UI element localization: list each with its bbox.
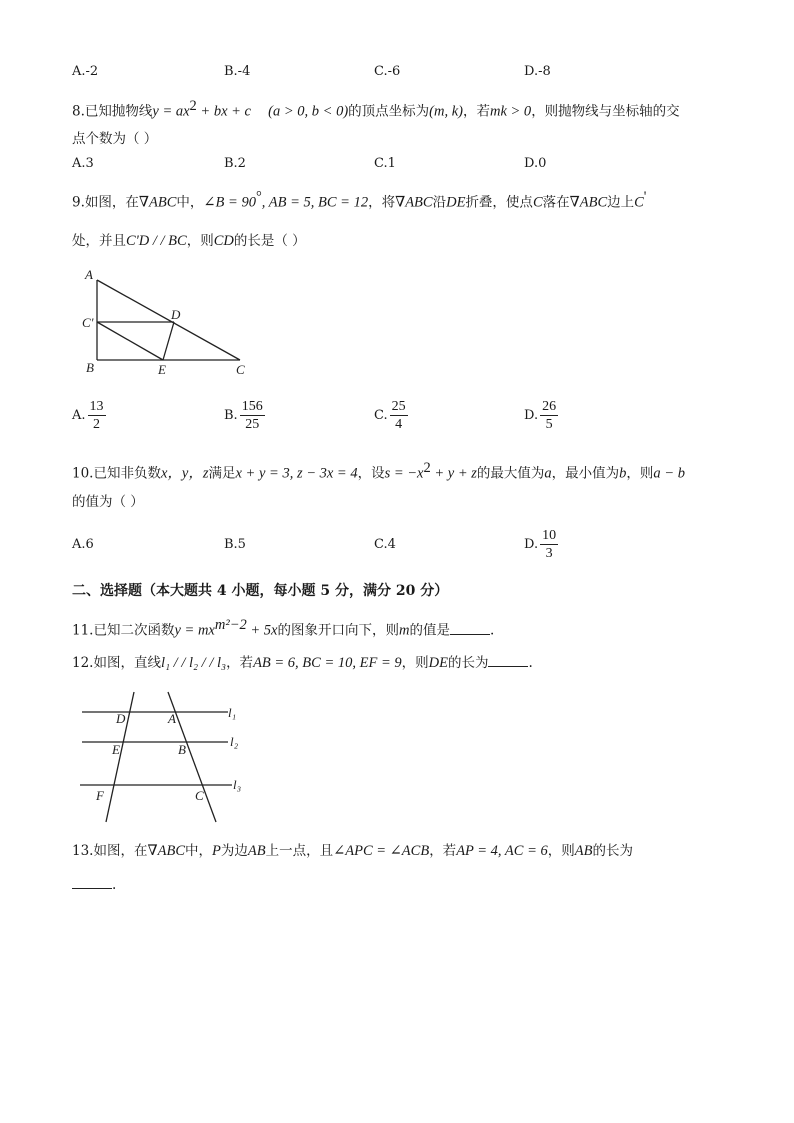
- q12-label-f: F: [96, 788, 104, 803]
- q7-option-d: D.-8: [524, 64, 551, 79]
- q10-stem-line2: 的值为（ ）: [72, 494, 144, 510]
- q8-option-a: A.3: [72, 156, 94, 171]
- q12-label-c: C: [195, 788, 204, 803]
- q8-option-c: C.1: [374, 156, 396, 171]
- q9-label-c: C: [236, 362, 245, 376]
- q10-option-d: D. $\frac{10}{3}$: [524, 528, 557, 561]
- q9-stem-line2: 处，并且C'D / / BC，则CD的长是（ ）: [72, 233, 306, 249]
- q8-stem-line2: 点个数为（ ）: [72, 131, 158, 147]
- q9-label-cprime: C': [82, 315, 94, 330]
- q12-stem: 12.如图，直线l₁ / / l₂ / / l₃，若AB = 6, BC = 10, EF = 9，则DE的长为 .: [72, 655, 533, 671]
- q12-label-b: B: [178, 742, 186, 757]
- q8-option-d: D.0: [524, 156, 547, 171]
- q11-answer-blank: [450, 622, 490, 635]
- q9-figure: [80, 264, 260, 376]
- q9-label-b: B: [86, 360, 94, 375]
- q12-label-l3: l₃: [233, 777, 242, 792]
- q9-label-e: E: [158, 362, 166, 376]
- q8-stem: 8.已知抛物线$y = ax^2$ + bx + c (a > 0, b < 0)的顶点坐标为(m, k)，若mk > 0，则抛物线与坐标轴的交: [72, 98, 680, 120]
- q12-figure: [72, 690, 252, 825]
- q10-stem: 10.已知非负数x，y，z满足x + y = 3, z − 3x = 4，设$s = -x^2 + y + z$的最大值为a，最小值为b，则a − b: [72, 460, 685, 482]
- q11-stem: 11.已知二次函数$y = mx^{m^2-2} + 5x$的图象开口向下，则m的值是 .: [72, 617, 495, 639]
- q9-segment-de: [163, 322, 174, 360]
- q9-label-a: A: [85, 267, 93, 282]
- q12-label-l1: l₁: [228, 705, 237, 720]
- q12-label-e: E: [112, 742, 120, 757]
- q8-option-b: B.2: [224, 156, 246, 171]
- q10-option-b: B.5: [224, 537, 246, 552]
- section-2-heading: 二、选择题（本大题共 4 小题，每小题 5 分，满分 20 分）: [72, 583, 449, 599]
- q10-option-a: A.6: [72, 537, 94, 552]
- q9-option-d: D. $\frac{26}{5}$: [524, 399, 557, 432]
- q9-label-d: D: [171, 307, 181, 322]
- q9-stem: 9.如图，在∇ABC中，∠B = 90°, AB = 5, BC = 12，将∇ABC沿DE折叠，使点C落在∇ABC边上C': [72, 189, 647, 211]
- q9-option-b: B. $\frac{156}{25}$: [224, 399, 263, 432]
- q9-option-c: C. $\frac{25}{4}$: [374, 399, 406, 432]
- q13-answer-blank: [72, 876, 112, 889]
- q12-label-l2: l₂: [230, 734, 239, 749]
- q13-answer-line: .: [72, 876, 116, 894]
- q9-segment-ac: [97, 280, 240, 360]
- q7-option-a: A.-2: [72, 64, 99, 79]
- q9-segment-cprime-e: [97, 322, 163, 360]
- q12-label-d: D: [116, 711, 126, 726]
- q7-option-c: C.-6: [374, 64, 401, 79]
- q12-answer-blank: [488, 654, 528, 667]
- q12-label-a: A: [168, 711, 176, 726]
- q13-stem: 13.如图，在∇ABC中，P为边AB上一点，且∠APC = ∠ACB，若AP = 4, AC = 6，则AB的长为: [72, 843, 633, 859]
- q7-option-b: B.-4: [224, 64, 251, 79]
- q10-option-c: C.4: [374, 537, 396, 552]
- q9-option-a: A. $\frac{13}{2}$: [72, 399, 104, 432]
